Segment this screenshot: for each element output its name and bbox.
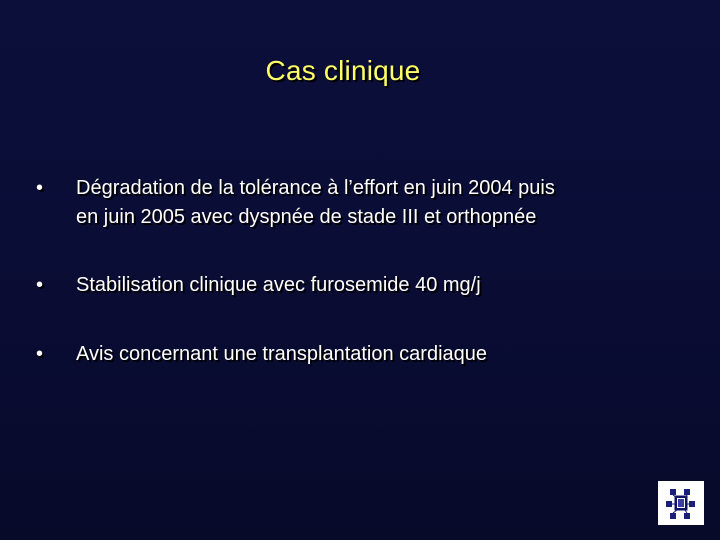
bullet-item xyxy=(36,174,555,232)
bullet-item xyxy=(36,271,481,300)
bullet-dot: • xyxy=(36,274,44,296)
bullet-text-line: en juin 2005 avec dyspnée de stade III et orthopnée xyxy=(76,206,537,228)
bullet-text-line: Avis concernant une transplantation cardiaque xyxy=(76,343,488,365)
bullet-dot: • xyxy=(36,343,44,365)
bullet-dot: • xyxy=(36,177,44,199)
bullet-item xyxy=(36,340,487,369)
slide-title: Cas clinique xyxy=(265,55,421,86)
bullet-text-line: Dégradation de la tolérance à l’effort en juin 2004 puis xyxy=(76,177,555,199)
network-logo-icon xyxy=(658,481,704,525)
bullet-text-line: Stabilisation clinique avec furosemide 40 mg/j xyxy=(76,274,481,296)
